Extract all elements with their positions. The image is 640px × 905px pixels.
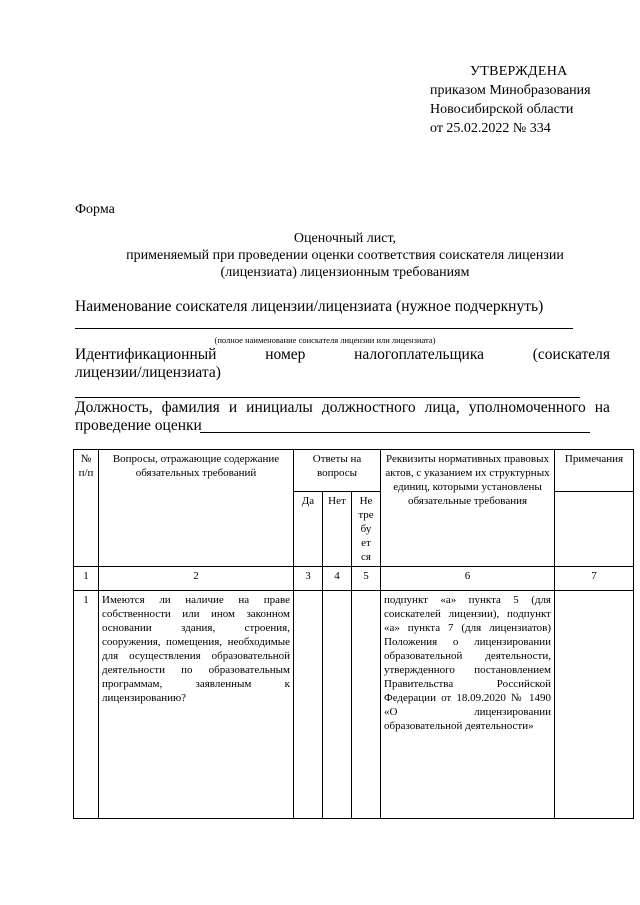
header-not-required: Не тре бу ет ся [352, 492, 381, 567]
header-yes: Да [294, 492, 323, 567]
inn-word: номер [265, 346, 306, 363]
column-number: 2 [99, 567, 294, 591]
official-word: на [594, 399, 610, 416]
form-label: Форма [75, 202, 115, 217]
official-word: Должность, [75, 399, 153, 416]
inn-line[interactable] [75, 397, 580, 398]
header-notes-blank [555, 492, 634, 567]
official-label [75, 399, 610, 435]
assessment-table [73, 449, 634, 819]
document-title-line-1: Оценочный лист, [293, 231, 397, 246]
row-requisites: подпункт «а» пункта 5 (для соискателей лицензии), подпункт «а» пункта 7 (для лицензиатов) Положения о лицензировании образовательной деятельности, утвержденного постановлением Правительства Российской Федерации от 18.09.2020 № 1490 «О лицензировании образовательной деятельности» [381, 591, 555, 819]
row-answer-no[interactable] [323, 591, 352, 819]
official-word: лица, [424, 399, 460, 416]
document-title-line-2: применяемый при проведении оценки соответствия соискателя лицензии [126, 248, 564, 263]
official-word: фамилия [161, 399, 220, 416]
inn-word: (соискателя [532, 346, 610, 363]
official-word: должностного [321, 399, 416, 416]
applicant-name-hint: (полное наименование соискателя лицензии или лицензиата) [214, 335, 436, 345]
column-number: 4 [323, 567, 352, 591]
official-word: и [228, 399, 238, 416]
header-answers: Ответы на вопросы [294, 450, 381, 492]
row-question: Имеются ли наличие на праве собственности или ином законном основании здания, строения, сооружения, помещения, необходимые для осуществления образовательной деятельности по образовательным программам, заявленным к лицензированию? [99, 591, 294, 819]
approval-line-2: Новосибирской области [430, 102, 574, 117]
approval-line-1: приказом Минобразования [430, 83, 591, 98]
applicant-name-label: Наименование соискателя лицензии/лицензиата (нужное подчеркнуть) [75, 298, 544, 315]
official-label-line-1 [75, 399, 610, 417]
approval-line-3: от 25.02.2022 № 334 [430, 121, 551, 136]
official-word: уполномоченного [468, 399, 586, 416]
approval-title: УТВЕРЖДЕНА [470, 64, 568, 79]
official-line[interactable] [200, 432, 590, 433]
official-word: инициалы [246, 399, 313, 416]
inn-word: Идентификационный [75, 346, 217, 363]
column-number: 1 [74, 567, 99, 591]
row-notes[interactable] [555, 591, 634, 819]
document-title [75, 230, 615, 281]
header-questions: Вопросы, отражающие содержание обязательных требований [99, 450, 294, 567]
column-number: 7 [555, 567, 634, 591]
applicant-name-line[interactable] [75, 328, 573, 329]
column-number: 5 [352, 567, 381, 591]
column-number: 3 [294, 567, 323, 591]
column-number: 6 [381, 567, 555, 591]
inn-label [75, 346, 610, 382]
column-numbers-row [74, 567, 634, 591]
header-notes: Примечания [555, 450, 634, 492]
row-answer-yes[interactable] [294, 591, 323, 819]
header-num: № п/п [74, 450, 99, 567]
document-title-line-3: (лицензиата) лицензионным требованиям [220, 265, 470, 280]
approval-stamp [430, 62, 630, 138]
header-requisites: Реквизиты нормативных правовых актов, с указанием их структурных единиц, которыми установлены обязательные требования [381, 450, 555, 567]
row-answer-not-required[interactable] [352, 591, 381, 819]
inn-label-line-1 [75, 346, 610, 364]
row-num: 1 [74, 591, 99, 819]
header-no: Нет [323, 492, 352, 567]
official-label-line-2: проведение оценки [75, 417, 202, 434]
inn-label-line-2: лицензии/лицензиата) [75, 364, 221, 381]
inn-word: налогоплательщика [354, 346, 485, 363]
table-row [74, 591, 634, 819]
